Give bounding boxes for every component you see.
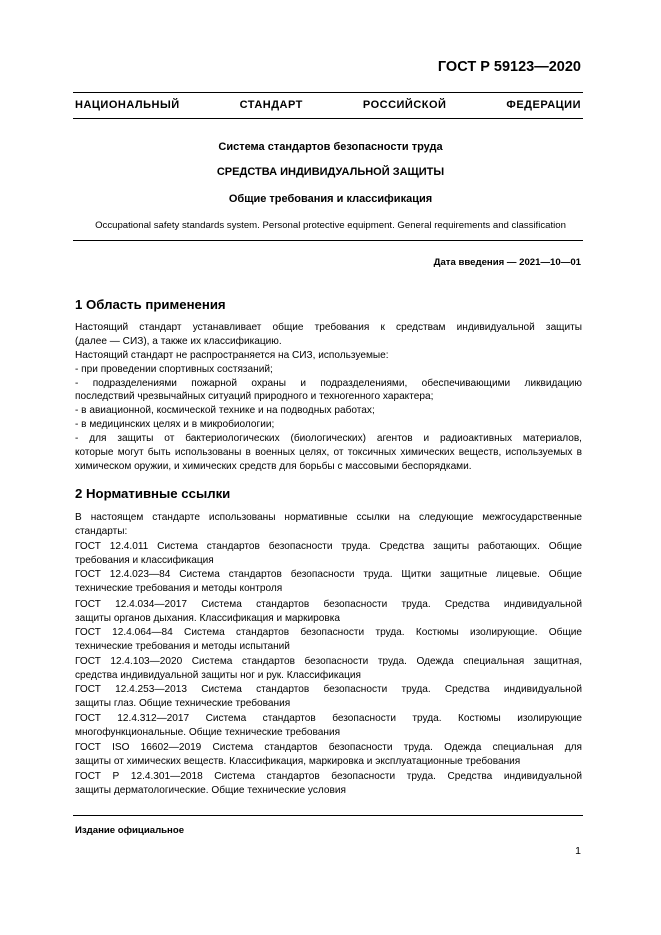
- date-of-introduction: Дата введения — 2021—10—01: [433, 257, 581, 268]
- section-2-line: защиты глаз. Общие технические требования: [75, 698, 291, 709]
- section-2-line: требования и классификация: [75, 555, 214, 566]
- section-2-line: защиты от химических веществ. Классификация, маркировка и эксплуатационные требования: [75, 756, 521, 767]
- title-rule: [73, 240, 583, 241]
- section-2-line: ГОСТ 12.4.034—2017 Система стандартов безопасности труда. Средства индивидуальной: [75, 599, 582, 610]
- section-2-line: ГОСТ 12.4.023—84 Система стандартов безопасности труда. Щитки защитные лицевые. Общие: [75, 569, 582, 580]
- section-1-line: - для защиты от бактериологических (биологических) агентов и радиоактивных материалов,: [75, 433, 582, 444]
- section-1-line: Настоящий стандарт не распространяется на СИЗ, используемые:: [75, 350, 389, 361]
- section-2-line: стандарты:: [75, 526, 128, 537]
- section-2-line: ГОСТ 12.4.253—2013 Система стандартов безопасности труда. Средства индивидуальной: [75, 684, 582, 695]
- header-rule-bottom: [73, 118, 583, 119]
- footer-rule: [73, 815, 583, 816]
- header-rule-top: [73, 92, 583, 93]
- section-1-line: - в медицинских целях и в микробиологии;: [75, 419, 275, 430]
- section-1-line: - подразделениями пожарной охраны и подразделениями, обеспечивающими ликвидацию: [75, 378, 582, 389]
- section-2-line: многофункциональные. Общие технические требования: [75, 727, 341, 738]
- section-2-line: ГОСТ 12.4.312—2017 Система стандартов безопасности труда. Костюмы изолирующие: [75, 713, 582, 724]
- section-1-line: которые могут быть использованы в военных целях, от токсичных химических веществ, используемых в: [75, 447, 582, 458]
- section-1-line: последствий чрезвычайных ситуаций природного и техногенного характера;: [75, 391, 434, 402]
- section-2-line: защиты органов дыхания. Классификация и маркировка: [75, 613, 341, 624]
- document-subtitle: Общие требования и классификация: [228, 193, 433, 205]
- section-1-line: - в авиационной, космической технике и на подводных работах;: [75, 405, 375, 416]
- section-2-line: технические требования и методы контроля: [75, 583, 283, 594]
- page-number: 1: [575, 845, 581, 857]
- section-2-heading: 2 Нормативные ссылки: [75, 486, 231, 501]
- english-title: Occupational safety standards system. Personal protective equipment. General requirements and classification: [95, 220, 566, 231]
- section-1-line: Настоящий стандарт устанавливает общие требования к средствам индивидуальной защиты: [75, 322, 582, 333]
- section-2-line: В настоящем стандарте использованы нормативные ссылки на следующие межгосударственные: [75, 512, 582, 523]
- section-2-line: ГОСТ 12.4.064—84 Система стандартов безопасности труда. Костюмы изолирующие. Общие: [75, 627, 582, 638]
- document-title: СРЕДСТВА ИНДИВИДУАЛЬНОЙ ЗАЩИТЫ: [216, 166, 445, 178]
- official-edition-label: Издание официальное: [75, 825, 185, 836]
- section-1-line: - при проведении спортивных состязаний;: [75, 364, 273, 375]
- standards-series-title: Система стандартов безопасности труда: [218, 141, 443, 153]
- section-2-line: технические требования и методы испытаний: [75, 641, 290, 652]
- national-standard-banner: НАЦИОНАЛЬНЫЙ СТАНДАРТ РОССИЙСКОЙ ФЕДЕРАЦИИ: [75, 99, 581, 111]
- section-2-line: средства индивидуальной защиты ног и рук. Классификация: [75, 670, 361, 681]
- section-2-line: защиты дерматологические. Общие технические условия: [75, 785, 346, 796]
- document-number: ГОСТ Р 59123—2020: [437, 59, 581, 75]
- section-1-line: (далее — СИЗ), а также их классификацию.: [75, 336, 282, 347]
- section-2-line: ГОСТ 12.4.011 Система стандартов безопасности труда. Средства защиты работающих. Общие: [75, 541, 582, 552]
- section-2-line: ГОСТ Р 12.4.301—2018 Система стандартов безопасности труда. Средства индивидуальной: [75, 771, 582, 782]
- section-1-heading: 1 Область применения: [75, 297, 226, 312]
- section-2-line: ГОСТ 12.4.103—2020 Система стандартов безопасности труда. Одежда специальная защитная,: [75, 656, 582, 667]
- section-1-line: химическом оружии, и химических средств для борьбы с массовыми беспорядками.: [75, 461, 472, 472]
- section-2-line: ГОСТ ISO 16602—2019 Система стандартов безопасности труда. Одежда специальная для: [75, 742, 582, 753]
